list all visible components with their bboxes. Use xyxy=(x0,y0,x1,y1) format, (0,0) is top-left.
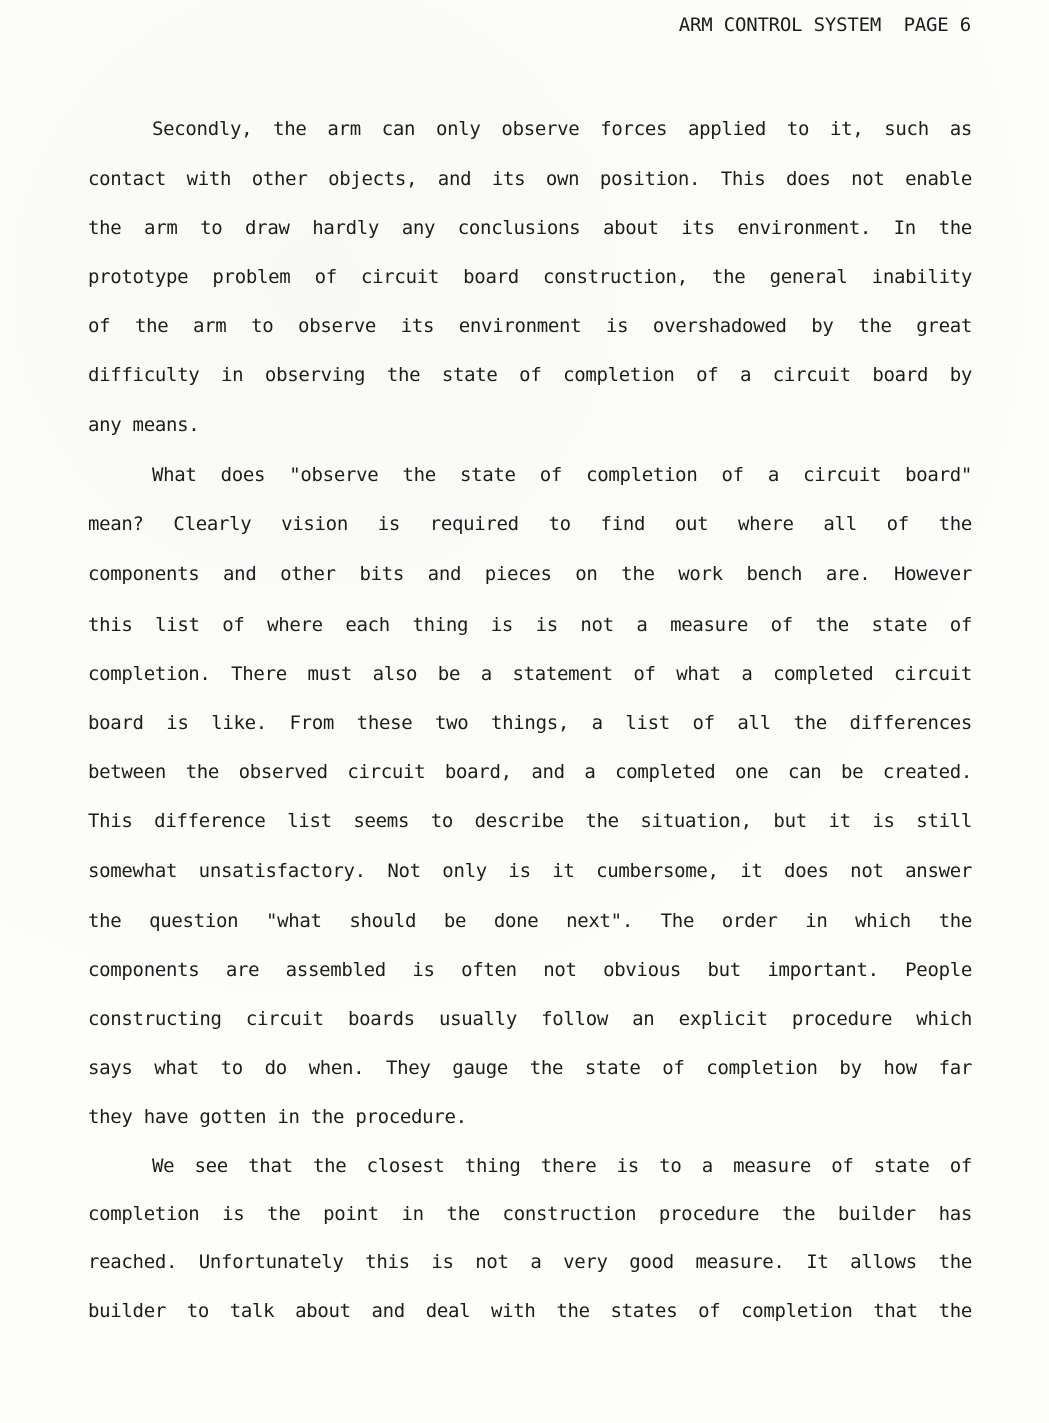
paragraph-2-line-1: What does "observe the state of completion of a circuit board" xyxy=(152,464,972,486)
paragraph-2-line-12: constructing circuit boards usually follow an explicit procedure which xyxy=(88,1008,972,1030)
paragraph-3-line-2: completion is the point in the construction procedure the builder has xyxy=(88,1203,972,1225)
paragraph-3-line-1: We see that the closest thing there is to a measure of state of xyxy=(152,1155,972,1177)
paragraph-2-line-8: This difference list seems to describe the situation, but it is still xyxy=(88,810,972,832)
paragraph-3-line-4: builder to talk about and deal with the states of completion that the xyxy=(88,1300,972,1322)
paragraph-2-line-14: they have gotten in the procedure. xyxy=(88,1106,467,1128)
paragraph-1-line-4: prototype problem of circuit board construction, the general inability xyxy=(88,266,972,288)
paragraph-1-line-2: contact with other objects, and its own position. This does not enable xyxy=(88,168,972,190)
header-title: ARM CONTROL SYSTEM xyxy=(678,14,882,36)
paragraph-2-line-6: board is like. From these two things, a list of all the differences xyxy=(88,712,972,734)
paragraph-2-line-9: somewhat unsatisfactory. Not only is it cumbersome, it does not answer xyxy=(88,860,972,882)
paragraph-2-line-4: this list of where each thing is is not a measure of the state of xyxy=(88,614,972,636)
paragraph-3-line-3: reached. Unfortunately this is not a very good measure. It allows the xyxy=(88,1251,972,1273)
paragraph-2-line-13: says what to do when. They gauge the state of completion by how far xyxy=(88,1057,972,1079)
page-header xyxy=(679,14,971,36)
paragraph-2-line-5: completion. There must also be a statement of what a completed circuit xyxy=(88,663,972,685)
paragraph-2-line-11: components are assembled is often not obvious but important. People xyxy=(88,959,972,981)
paragraph-1-line-1: Secondly, the arm can only observe forces applied to it, such as xyxy=(152,118,972,140)
paragraph-1-line-7: any means. xyxy=(88,414,200,436)
header-page-number: PAGE 6 xyxy=(903,14,971,36)
paragraph-1-line-3: the arm to draw hardly any conclusions about its environment. In the xyxy=(88,217,972,239)
paragraph-1-line-6: difficulty in observing the state of completion of a circuit board by xyxy=(88,364,972,386)
paragraph-2-line-3: components and other bits and pieces on the work bench are. However xyxy=(88,563,972,585)
paragraph-2-line-7: between the observed circuit board, and a completed one can be created. xyxy=(88,761,972,783)
paragraph-2-line-10: the question "what should be done next". The order in which the xyxy=(88,910,972,932)
paragraph-1-line-5: of the arm to observe its environment is overshadowed by the great xyxy=(88,315,972,337)
paragraph-2-line-2: mean? Clearly vision is required to find out where all of the xyxy=(88,513,972,535)
